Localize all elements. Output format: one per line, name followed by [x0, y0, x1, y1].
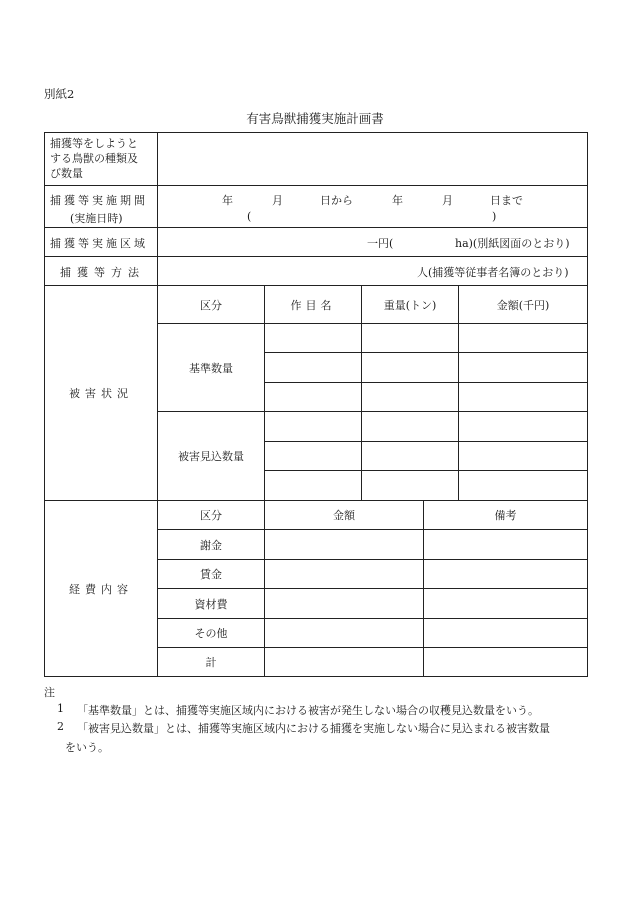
damage-expected-label: 被害見込数量	[178, 450, 244, 463]
table-border-bottom	[44, 676, 588, 677]
period-paren-open: (	[247, 210, 252, 223]
expense-col-category: 区分	[200, 509, 222, 522]
period-year1: 年	[222, 194, 233, 207]
document-title: 有害鳥獣捕獲実施計画書	[246, 111, 384, 126]
period-sublabel: (実施日時)	[70, 212, 123, 225]
note-number: 1	[57, 702, 64, 715]
note-text: 「基準数量」とは、捕獲等実施区域内における被害が発生しない場合の収穫見込数量をいう。	[77, 704, 539, 717]
period-paren-close: )	[492, 210, 497, 223]
damage-section-label: 被害状況	[69, 387, 133, 400]
damage-col-amount: 金額(千円)	[496, 298, 550, 312]
area-value-prefix: 一円(	[367, 237, 394, 250]
note-text: 「被害見込数量」とは、捕獲等実施区域内における捕獲を実施しない場合に見込まれる被害数量	[77, 722, 550, 735]
expense-item-total: 計	[205, 656, 217, 669]
area-value-suffix: ha)(別紙図面のとおり)	[455, 237, 570, 250]
expense-section-label: 経費内容	[69, 582, 133, 596]
row-divider	[44, 256, 588, 257]
method-label: 捕獲等方法	[60, 266, 145, 279]
damage-col-category: 区分	[200, 298, 222, 312]
period-day-to: 日まで	[490, 194, 523, 207]
expense-col-remarks: 備考	[494, 509, 517, 522]
period-month1: 月	[272, 194, 283, 207]
species-label	[50, 136, 138, 181]
row-divider	[264, 441, 588, 442]
method-value: 人(捕獲等従事者名簿のとおり)	[417, 266, 569, 279]
row-divider	[264, 382, 588, 383]
area-label: 捕獲等実施区域	[50, 237, 148, 250]
period-day-from: 日から	[320, 194, 353, 207]
damage-col-crop: 作目名	[290, 298, 336, 312]
damage-baseline-label: 基準数量	[189, 361, 233, 375]
row-divider	[44, 185, 588, 186]
row-divider	[44, 227, 588, 228]
note-text-continued: をいう。	[65, 741, 109, 754]
species-label-line: 捕獲等をしようと	[50, 137, 138, 150]
species-label-line: する鳥獣の種類及	[50, 152, 138, 165]
plan-form-table	[44, 132, 588, 677]
row-divider	[264, 352, 588, 353]
row-divider	[264, 470, 588, 471]
table-border-right	[587, 132, 588, 677]
note-number: 2	[57, 720, 64, 733]
expense-item: 謝金	[200, 538, 222, 552]
period-year2: 年	[392, 194, 403, 207]
expense-item: 資材費	[194, 597, 228, 611]
period-label: 捕獲等実施期間	[50, 194, 148, 207]
expense-item: 賃金	[200, 568, 222, 581]
species-input[interactable]	[158, 133, 587, 185]
damage-col-weight: 重量(トン)	[383, 298, 437, 312]
species-label-line: び数量	[50, 167, 83, 180]
expense-col-amount: 金額	[333, 509, 355, 522]
attachment-label: 別紙2	[44, 87, 75, 101]
notes-heading: 注	[44, 686, 55, 699]
expense-item: その他	[194, 627, 228, 640]
period-month2: 月	[442, 194, 453, 207]
